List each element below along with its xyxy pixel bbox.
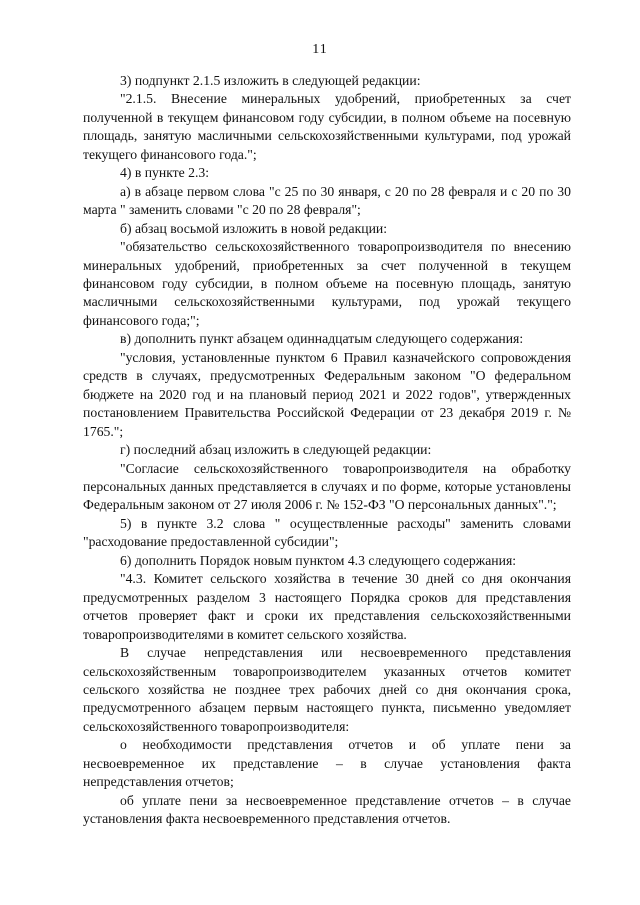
paragraph-subitem-g: г) последний абзац изложить в следующей редакции:: [120, 442, 432, 458]
document-body: [83, 72, 571, 829]
paragraph-subitem-b: б) абзац восьмой изложить в новой редакции:: [120, 220, 388, 236]
paragraph-quote-conditions: "условия, установленные пунктом 6 Правил казначейского сопровождения средств в случаях, предусмотренных Федеральным законом "О федеральном бюджете на 2020 год и на плановый период 2021 и 2022 годов", утвержденных постановлением Правительства Российской Федерации от 23 декабря 2019 г. № 1765.";: [83, 349, 571, 439]
paragraph-quote-2-1-5: "2.1.5. Внесение минеральных удобрений, приобретенных за счет полученной в текущем финансовом году субсидии, в полном объеме на посевную площадь, занятую масличными сельскохозяйственными культурами, под урожай текущего финансового года.";: [83, 91, 571, 162]
paragraph-nonsubmission: В случае непредставления или несвоевременного представления сельскохозяйственным товаропроизводителем указанных отчетов комитет сельского хозяйства не позднее трех рабочих дней со дня окончания срока, предусмотренного абзацем первым настоящего пункта, письменно уведомляет сельскохозяйственного товаропроизводителя:: [83, 645, 571, 734]
paragraph-necessity: о необходимости представления отчетов и об уплате пени за несвоевременное их представление – в случае установления факта непредставления отчетов;: [83, 737, 571, 790]
paragraph-item-3: 3) подпункт 2.1.5 изложить в следующей редакции:: [120, 73, 421, 88]
paragraph-subitem-a: а) в абзаце первом слова "с 25 по 30 января, с 20 по 28 февраля и с 20 по 30 марта " заменить словами "с 20 по 28 февраля";: [83, 183, 571, 218]
page-number: 11: [312, 42, 328, 57]
paragraph-quote-consent: "Согласие сельскохозяйственного товаропроизводителя на обработку персональных данных представляется в случаях и по форме, которые установлены Федеральным законом от 27 июля 2006 г. № 152-ФЗ "О персональных данных".";: [83, 460, 571, 513]
paragraph-penalty: об уплате пени за несвоевременное представление отчетов – в случае установления факта несвоевременного представления отчетов.: [83, 792, 571, 827]
paragraph-item-6: 6) дополнить Порядок новым пунктом 4.3 следующего содержания:: [120, 552, 517, 568]
paragraph-quote-obligation: "обязательство сельскохозяйственного товаропроизводителя по внесению минеральных удобрений, приобретенных за счет полученной в текущем финансовом году субсидии, в полном объеме на посевную площадь, занятую масличными сельскохозяйственными культурами, под урожай текущего финансового года;";: [83, 239, 571, 328]
paragraph-quote-4-3: "4.3. Комитет сельского хозяйства в течение 30 дней со дня окончания предусмотренных разделом 3 настоящего Порядка сроков для представления отчетов проверяет факт и сроки их представления сельскохозяйственными товаропроизводителями в комитет сельского хозяйства.: [83, 571, 571, 642]
paragraph-subitem-v: в) дополнить пункт абзацем одиннадцатым следующего содержания:: [120, 331, 524, 347]
paragraph-item-4: 4) в пункте 2.3:: [120, 165, 210, 181]
paragraph-item-5: 5) в пункте 3.2 слова " осуществленные расходы" заменить словами "расходование предоставленной субсидии";: [83, 515, 571, 550]
